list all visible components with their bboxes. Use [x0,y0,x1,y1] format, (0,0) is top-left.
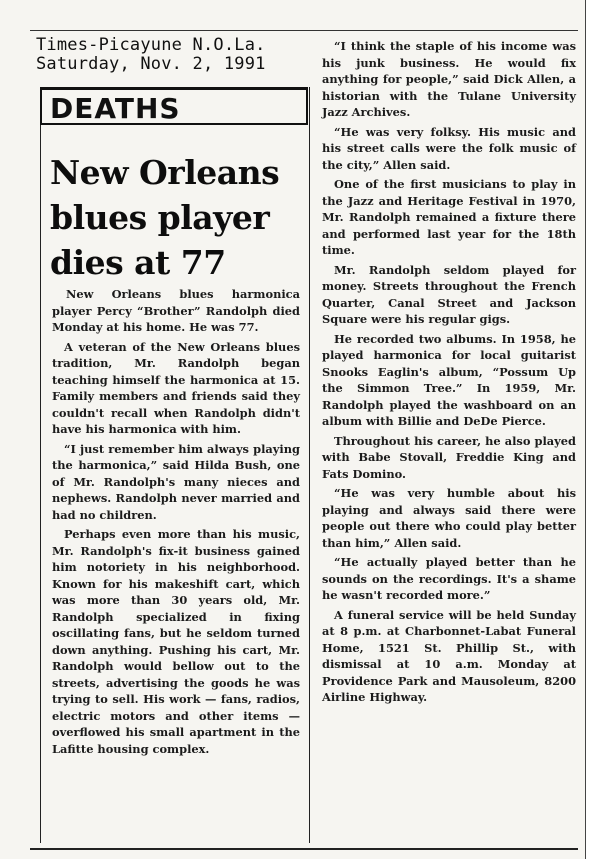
article-paragraph: “I just remember him always playing the harmonica,” said Hilda Bush, one of Mr. Randolph's many nieces and nephews. Randolph never married and had no children. [52,441,300,522]
left-column-rule [40,125,41,843]
section-header [40,87,308,125]
section-label: DEATHS [50,92,181,125]
top-rule [30,30,578,31]
article-paragraph: New Orleans blues harmonica player Percy “Brother” Randolph died Monday at his home. He was 77. [52,287,300,334]
article-headline: New Orleans blues player dies at 77 [50,153,280,282]
article-paragraph: “I think the staple of his income was his junk business. He would fix anything for people,” said Dick Allen, a historian with the Tulane University Jazz Archives. [322,39,576,119]
article-paragraph: A veteran of the New Orleans blues tradition, Mr. Randolph began teaching himself the harmonica at 15. Family members and friends said they couldn't recall when Randolph didn't have his harmonica with him. [52,339,300,436]
dateline [36,36,316,74]
article-left-column [52,286,300,760]
dateline-publication: Times-Picayune N.O.La. [36,35,266,55]
article-right-column [322,38,576,709]
article-paragraph: A funeral service will be held Sunday at 8 p.m. at Charbonnet-Labat Funeral Home, 1521 St. Phillip St., with dismissal at 10 a.m. Monday at Providence Park and Mausoleum, 8200 Airline Highway. [322,607,576,704]
clipping-edge [585,0,600,859]
article-paragraph: “He was very folksy. His music and his street calls were the folk music of the city,” Allen said. [322,124,576,172]
column-divider [309,87,310,843]
article-paragraph: Throughout his career, he also played with Babe Stovall, Freddie King and Fats Domino. [322,433,576,481]
article-paragraph: Mr. Randolph seldom played for money. Streets throughout the French Quarter, Canal Street and Jackson Square were his regular gigs. [322,262,576,326]
article-paragraph: “He was very humble about his playing and always said there were people out there who could play better than him,” Allen said. [322,486,576,550]
article-paragraph: “He actually played better than he sounds on the recordings. It's a shame he wasn't recorded more.” [322,555,576,602]
bottom-rule [30,848,578,850]
article-paragraph: He recorded two albums. In 1958, he played harmonica for local guitarist Snooks Eaglin's album, “Possum Up the Simmon Tree.” In 1959, Mr. Randolph played the washboard on an album with Billie and DeDe Pierce. [322,331,576,428]
article-paragraph: Perhaps even more than his music, Mr. Randolph's fix-it business gained him notoriety in his neighborhood. Known for his makeshift cart, which was more than 30 years old, Mr. Randolph specialized in fixing oscillating fans, but he seldom turned down anything. Pushing his cart, Mr. Randolph would bellow out to the streets, advertising the goods he was trying to sell. His work — fans, radios, electric motors and other items — overflowed his small apartment in the Lafitte housing complex. [52,527,300,756]
dateline-date: Saturday, Nov. 2, 1991 [36,54,266,74]
article-paragraph: One of the first musicians to play in the Jazz and Heritage Festival in 1970, Mr. Randolph remained a fixture there and performed last year for the 18th time. [322,177,576,257]
